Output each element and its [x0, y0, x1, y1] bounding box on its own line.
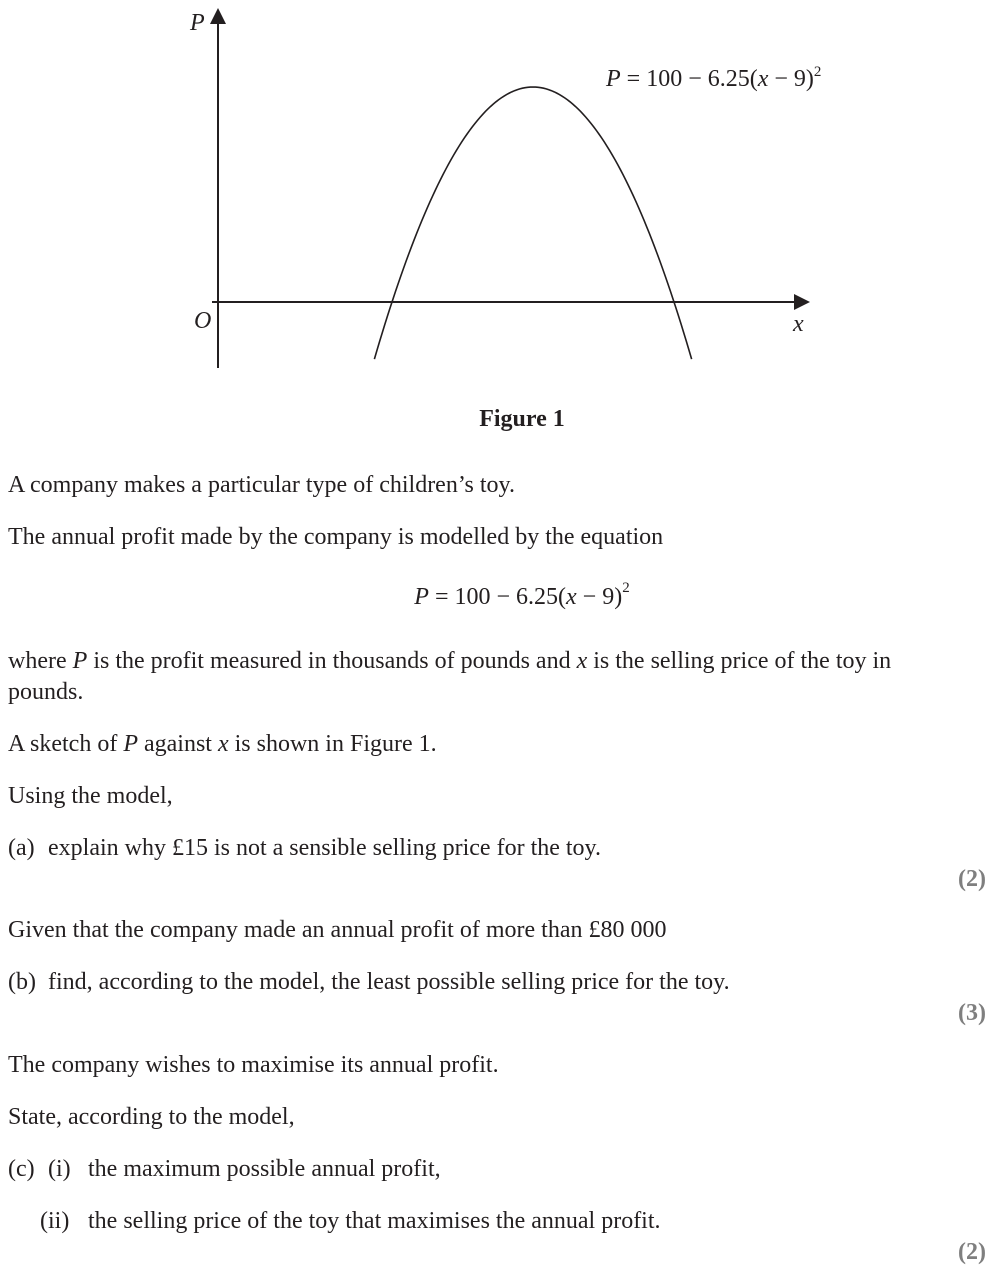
part-c-ii-label: (ii) — [40, 1208, 70, 1234]
using-text: Using the model, — [8, 783, 173, 809]
y-axis-arrow — [210, 8, 226, 24]
parabola-curve — [374, 87, 691, 359]
part-a-marks: (2) — [958, 866, 986, 892]
part-c-ii-text: the selling price of the toy that maximises the annual profit. — [88, 1208, 661, 1234]
part-c-i — [8, 1154, 441, 1185]
part-b — [8, 967, 730, 998]
where-text: where P is the profit measured in thousands of pounds and x is the selling price of the toy in pounds. — [8, 648, 892, 705]
part-c-i-text: the maximum possible annual profit, — [88, 1156, 441, 1182]
figure-1-graph — [0, 0, 1000, 400]
profit-intro-text: The annual profit made by the company is modelled by the equation — [8, 524, 664, 550]
part-c-marks: (2) — [958, 1239, 986, 1265]
origin-label: O — [194, 308, 212, 334]
part-a-text: explain why £15 is not a sensible selling price for the toy. — [48, 835, 601, 861]
part-b-text: find, according to the model, the least possible selling price for the toy. — [48, 969, 730, 995]
wishes-text: The company wishes to maximise its annual profit. — [8, 1052, 499, 1078]
x-axis-label: x — [793, 311, 804, 337]
figure-caption: Figure 1 — [479, 406, 565, 432]
sketch-text: A sketch of P against x is shown in Figure 1. — [8, 731, 437, 757]
curve-label: $P = 100 - 6.25(x - 9)^2$ — [606, 64, 822, 92]
given-text: Given that the company made an annual profit of more than £80 000 — [8, 917, 667, 943]
y-axis-label: P — [190, 10, 205, 36]
part-a-label: (a) — [8, 835, 35, 861]
part-b-marks: (3) — [958, 1000, 986, 1026]
profit-equation: $P = 100 - 6.25(x - 9)^2$ — [414, 580, 630, 610]
part-c-label: (c) — [8, 1156, 35, 1182]
part-c-ii — [40, 1206, 661, 1237]
intro-text: A company makes a particular type of children’s toy. — [8, 472, 515, 498]
part-b-label: (b) — [8, 969, 36, 995]
state-text: State, according to the model, — [8, 1104, 295, 1130]
x-axis-arrow — [794, 294, 810, 310]
part-a — [8, 833, 601, 864]
part-c-i-label: (i) — [48, 1156, 71, 1182]
